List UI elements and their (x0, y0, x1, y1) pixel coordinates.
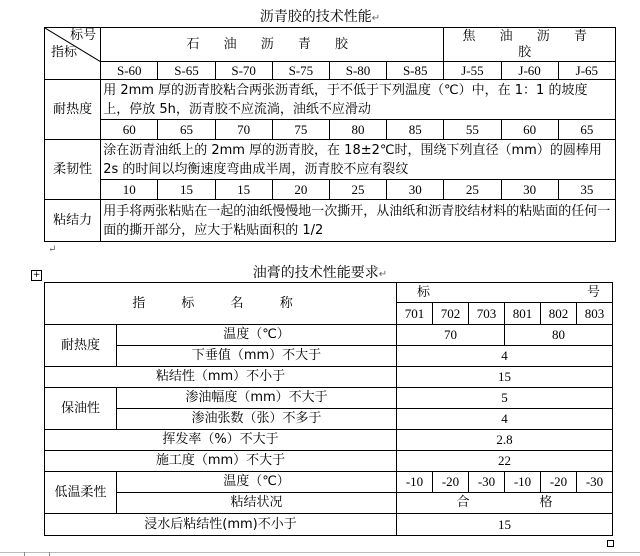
lowtemp-value: -10 (505, 472, 541, 493)
table2-title: 油膏的技术性能要求↵ (252, 265, 388, 281)
flex-value: 15 (215, 180, 272, 200)
table-move-handle-icon[interactable]: + (32, 270, 41, 280)
grade-cell: 701 (397, 303, 433, 325)
soak-adhesion-value: 15 (397, 514, 613, 536)
volatile-label: 挥发率（%）不大于 (45, 430, 397, 451)
adhesion-description: 用手将两张粘贴在一起的油纸慢慢地一次撕开，从油纸和沥青胶结材料的粘贴面的任何一面的撕开部分，应大于粘贴面积的 1/2 (101, 200, 616, 242)
row-label-oil: 保油性 (45, 388, 117, 430)
grade-cell: S-70 (215, 62, 272, 80)
header-tar-group: 焦 油 沥 青 胶 (444, 28, 616, 62)
row-label-heat: 耐热度 (45, 325, 117, 367)
heat-description: 用 2mm 厚的沥青胶粘合两张沥青纸，于不低于下列温度（℃）中，在 1：1 的坡度上，停放 5h，沥青胶不应流淌，油纸不应滑动 (101, 80, 616, 120)
table1-title: 沥青胶的技术性能↵ (259, 9, 381, 25)
adhesion-label: 粘结性（mm）不小于 (45, 367, 397, 388)
soak-adhesion-label: 浸水后粘结性(mm)不小于 (45, 514, 397, 536)
lowtemp-value: -30 (577, 472, 613, 493)
heat-value: 85 (387, 120, 444, 140)
header-diagonal-cell (45, 28, 101, 80)
header-petroleum-group: 石 油 沥 青 胶 (101, 28, 444, 62)
flex-value: 10 (101, 180, 158, 200)
lowtemp-value: -10 (397, 472, 433, 493)
heat-value: 70 (215, 120, 272, 140)
oil-width-value: 5 (397, 388, 613, 409)
table-resize-handle-icon[interactable] (607, 540, 614, 547)
header-index-label: 指标 (51, 45, 78, 60)
grade-cell: S-60 (101, 62, 158, 80)
flex-value: 35 (558, 180, 615, 200)
heat-temp-70: 70 (397, 325, 505, 346)
ruler-tick (24, 552, 50, 556)
grade-cell: 802 (541, 303, 577, 325)
grade-cell: 803 (577, 303, 613, 325)
grade-cell: S-65 (158, 62, 215, 80)
heat-value: 60 (501, 120, 558, 140)
asphalt-glue-table (44, 27, 616, 242)
workability-value: 22 (397, 451, 613, 472)
grade-cell: S-80 (329, 62, 386, 80)
grade-cell: 801 (505, 303, 541, 325)
header-grade-label: 标号 (70, 28, 97, 43)
page-bottom-divider (0, 552, 640, 553)
heat-value: 80 (329, 120, 386, 140)
lowtemp-temp-label: 温度（℃） (117, 472, 397, 493)
heat-value: 55 (444, 120, 501, 140)
heat-value: 65 (558, 120, 615, 140)
volatile-value: 2.8 (397, 430, 613, 451)
header-index-name: 指 标 名 称 (45, 283, 397, 325)
flex-value: 25 (329, 180, 386, 200)
adhesion-value: 15 (397, 367, 613, 388)
row-label-flex: 柔韧性 (45, 140, 101, 200)
grade-cell: 703 (469, 303, 505, 325)
grade-cell: J-65 (558, 62, 615, 80)
heat-temp-label: 温度（℃） (117, 325, 397, 346)
lowtemp-bond-label: 粘结状况 (117, 493, 397, 514)
flex-value: 30 (387, 180, 444, 200)
oil-sheets-label: 渗油张数（张）不多于 (117, 409, 397, 430)
lowtemp-value: -30 (469, 472, 505, 493)
heat-drop-label: 下垂值（mm）不大于 (117, 346, 397, 367)
row-label-adhesion: 粘结力 (45, 200, 101, 242)
lowtemp-bond-value: 合 格 (397, 493, 613, 514)
heat-temp-80: 80 (505, 325, 613, 346)
heat-value: 75 (272, 120, 329, 140)
row-label-lowtemp: 低温柔性 (45, 472, 117, 514)
flex-value: 30 (501, 180, 558, 200)
heat-drop-value: 4 (397, 346, 613, 367)
heat-value: 65 (158, 120, 215, 140)
grade-cell: J-55 (444, 62, 501, 80)
lowtemp-value: -20 (541, 472, 577, 493)
workability-label: 施工度（mm）不大于 (45, 451, 397, 472)
oil-width-label: 渗油幅度（mm）不大于 (117, 388, 397, 409)
flex-value: 15 (158, 180, 215, 200)
paragraph-mark: ↵ (48, 244, 57, 255)
oil-sheets-value: 4 (397, 409, 613, 430)
lowtemp-value: -20 (433, 472, 469, 493)
grade-cell: S-85 (387, 62, 444, 80)
flex-value: 25 (444, 180, 501, 200)
header-grade-label: 标 号 (397, 283, 613, 303)
sealant-paste-table (44, 282, 613, 536)
flex-value: 20 (272, 180, 329, 200)
grade-cell: J-60 (501, 62, 558, 80)
grade-cell: 702 (433, 303, 469, 325)
grade-cell: S-75 (272, 62, 329, 80)
flex-description: 涂在沥青油纸上的 2mm 厚的沥青胶，在 18±2℃时，围绕下列直径（mm）的圆棒用 2s 的时间以均衡速度弯曲成半周，沥青胶不应有裂纹 (101, 140, 616, 180)
heat-value: 60 (101, 120, 158, 140)
row-label-heat: 耐热度 (45, 80, 101, 140)
